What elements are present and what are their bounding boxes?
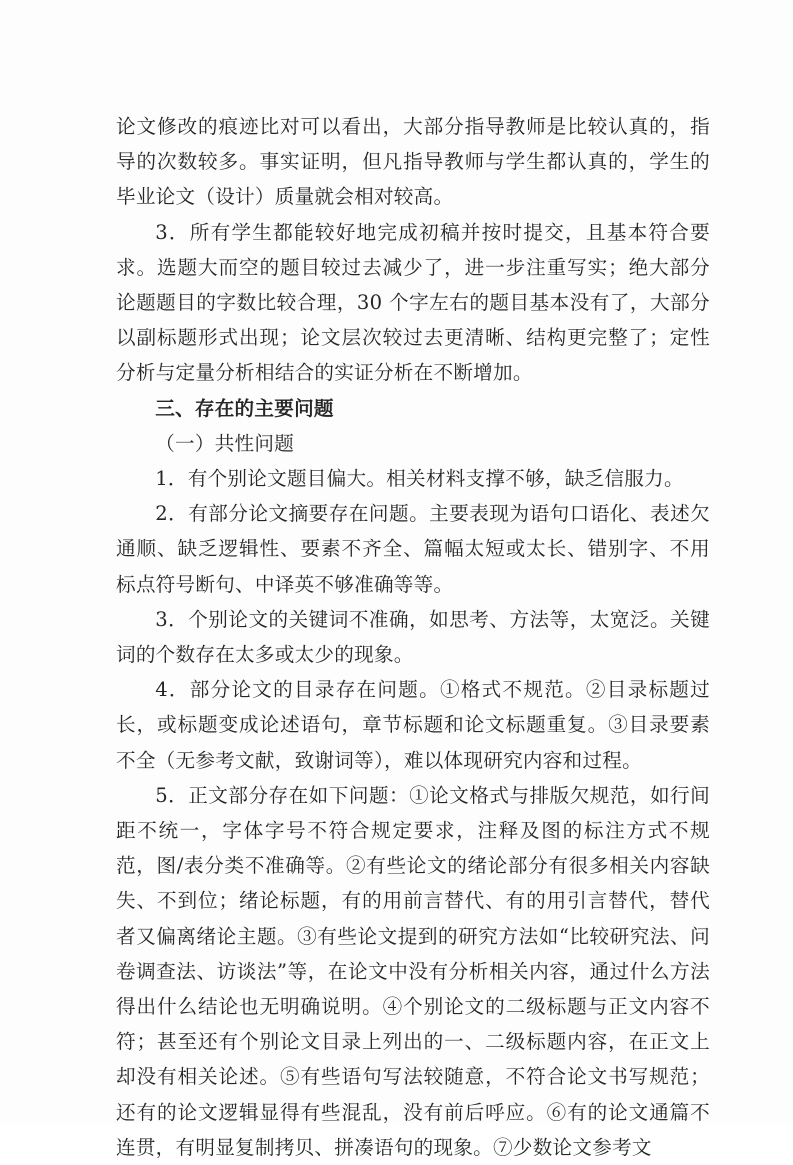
paragraph-problem-3: 3．个别论文的关键词不准确，如思考、方法等，太宽泛。关键词的个数存在太多或太少的现象。: [116, 607, 710, 667]
document-body: [116, 109, 710, 1165]
section-heading-main-problems: 三、存在的主要问题: [155, 396, 334, 420]
paragraph-problem-4: 4．部分论文的目录存在问题。①格式不规范。②目录标题过长，或标题变成论述语句，章节标题和论文标题重复。③目录要素不全（无参考文献，致谢词等），难以体现研究内容和过程。: [116, 678, 710, 772]
paragraph-problem-2: 2．有部分论文摘要存在问题。主要表现为语句口语化、表述欠通顺、缺乏逻辑性、要素不齐全、篇幅太短或太长、错别字、不用标点符号断句、中译英不够准确等等。: [116, 502, 710, 596]
paragraph-problem-5: 5．正文部分存在如下问题：①论文格式与排版欠规范，如行间距不统一，字体字号不符合规定要求，注释及图的标注方式不规范，图/表分类不准确等。②有些论文的绪论部分有很多相关内容缺失、不到位；绪论标题，有的用前言替代、有的用引言替代，替代者又偏离绪论主题。③有些论文提到的研究方法如“比较研究法、问卷调查法、访谈法”等，在论文中没有分析相关内容，通过什么方法得出什么结论也无明确说明。④个别论文的二级标题与正文内容不符；甚至还有个别论文目录上列出的一、二级标题内容，在正文上却没有相关论述。⑤有些语句写法较随意，不符合论文书写规范；还有的论文逻辑显得有些混乱，没有前后呼应。⑥有的论文通篇不连贯，有明显复制拷贝、拼凑语句的现象。⑦少数论文参考文: [116, 783, 710, 1159]
paragraph-item-3: 3．所有学生都能较好地完成初稿并按时提交，且基本符合要求。选题大而空的题目较过去减少了，进一步注重写实；绝大部分论题题目的字数比较合理，30 个字左右的题目基本没有了，大部分以副标题形式出现；论文层次较过去更清晰、结构更完整了；定性分析与定量分析相结合的实证分析在不断增加。: [116, 220, 710, 385]
subsection-heading-common-problems: （一）共性问题: [155, 431, 295, 455]
paragraph-continuation: 论文修改的痕迹比对可以看出，大部分指导教师是比较认真的，指导的次数较多。事实证明，但凡指导教师与学生都认真的，学生的毕业论文（设计）质量就会相对较高。: [116, 115, 710, 209]
paragraph-problem-1: 1．有个别论文题目偏大。相关材料支撑不够，缺乏信服力。: [155, 467, 684, 491]
